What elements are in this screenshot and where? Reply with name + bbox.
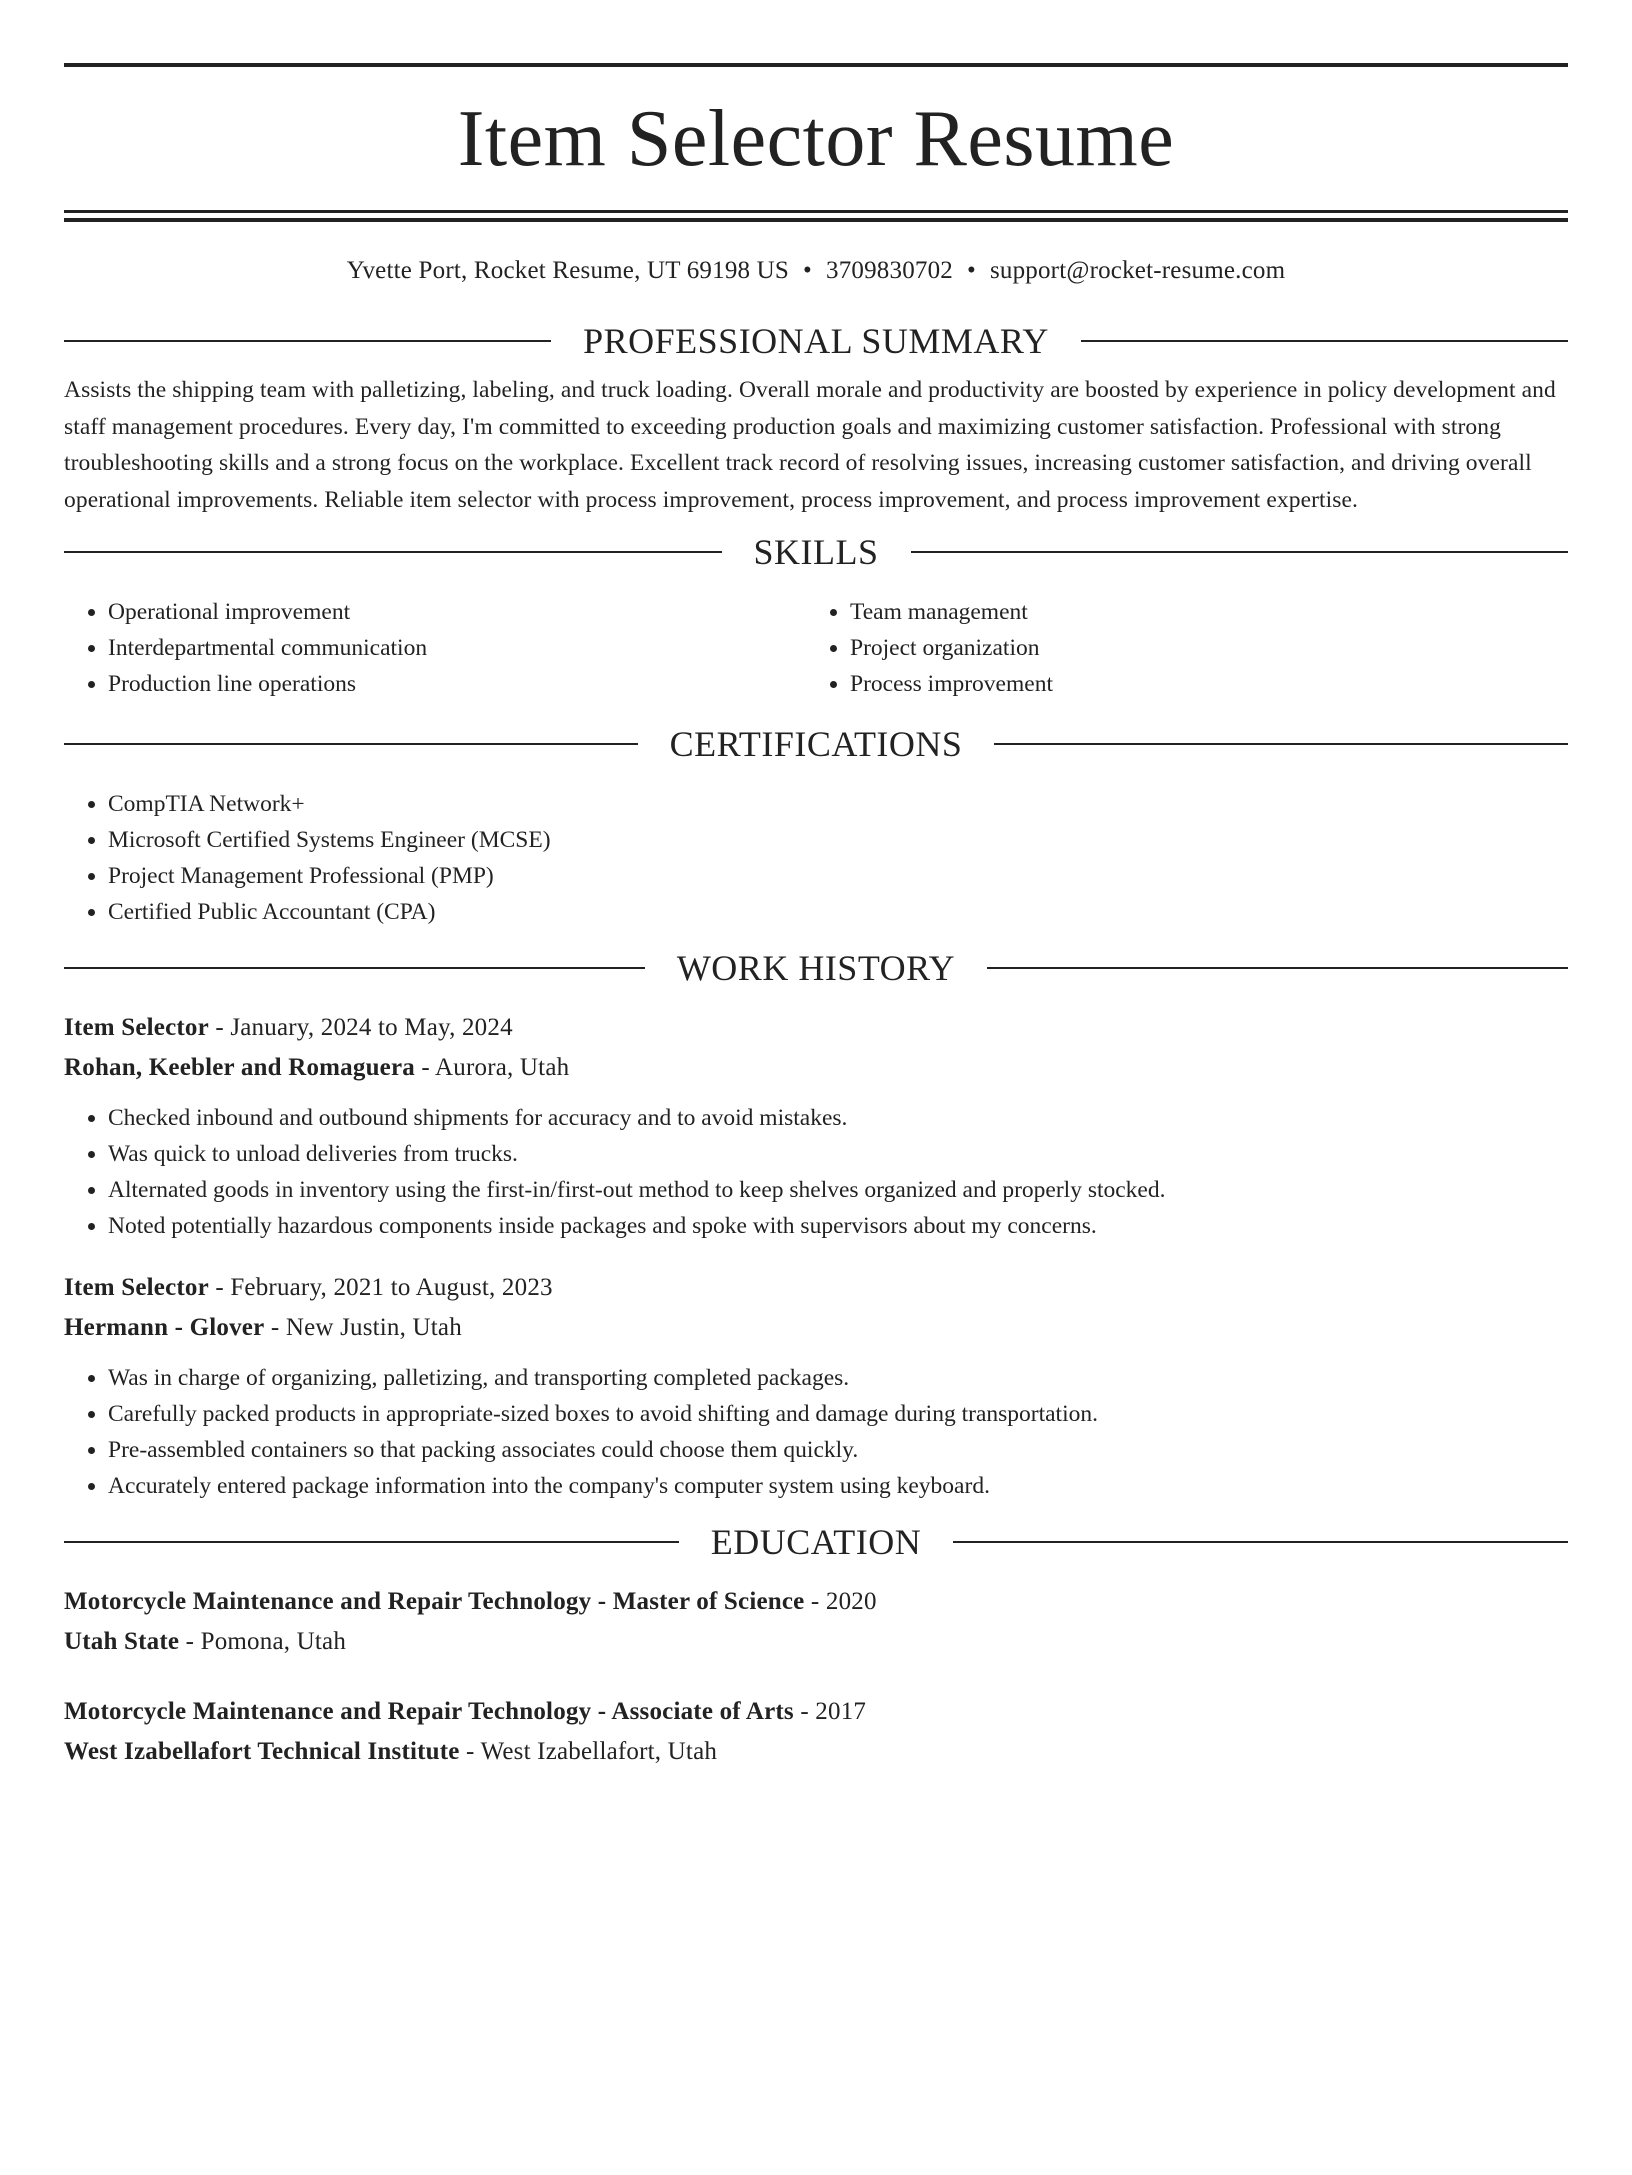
school-line — [64, 1732, 1568, 1772]
job-bullet: • Noted potentially hazardous components inside packages and spoke with supervisors about my concerns. — [108, 1208, 1568, 1244]
job-company: Rohan, Keebler and Romaguera — [64, 1054, 415, 1081]
section-title-work: WORK HISTORY — [676, 948, 956, 988]
degree-year: - 2020 — [804, 1588, 877, 1615]
education-entry — [64, 1582, 1568, 1662]
heading-rule-left — [64, 743, 638, 745]
school-location: - Pomona, Utah — [179, 1628, 347, 1655]
degree-year: - 2017 — [793, 1698, 867, 1725]
section-heading-certifications — [64, 722, 1568, 766]
heading-rule-left — [64, 1541, 679, 1543]
job-company: Hermann - Glover — [64, 1314, 265, 1341]
certification-item: • Microsoft Certified Systems Engineer (MCSE) — [108, 822, 1568, 858]
section-title-certifications: CERTIFICATIONS — [669, 724, 963, 764]
section-heading-work — [64, 946, 1568, 990]
job-dates: - January, 2024 to May, 2024 — [208, 1014, 513, 1041]
section-heading-education — [64, 1520, 1568, 1564]
school-location: - West Izabellafort, Utah — [459, 1738, 718, 1765]
job-bullet: • Accurately entered package information into the company's computer system using keyboard. — [108, 1468, 1568, 1504]
school-line — [64, 1622, 1568, 1662]
work-entry — [64, 1008, 1568, 1244]
job-title: Item Selector — [64, 1274, 209, 1301]
job-title: Item Selector — [64, 1014, 209, 1041]
skills-columns — [64, 594, 1568, 702]
section-heading-summary — [64, 319, 1568, 363]
skill-item: • Interdepartmental communication — [108, 630, 806, 666]
heading-rule-right — [953, 1541, 1568, 1543]
job-bullet: • Was in charge of organizing, palletizing, and transporting completed packages. — [108, 1360, 1568, 1396]
section-title-education: EDUCATION — [710, 1522, 922, 1562]
contact-separator: • — [803, 257, 812, 284]
job-dates: - February, 2021 to August, 2023 — [208, 1274, 553, 1301]
heading-rule-right — [987, 967, 1568, 969]
job-bullets — [64, 1360, 1568, 1504]
skill-item: • Team management — [850, 594, 1548, 630]
summary-text: Assists the shipping team with palletizing, labeling, and truck loading. Overall morale and productivity are boosted by experience in policy development and staff management procedures. Every day, I'm committed to exceeding production goals and maximizing customer satisfaction. Professional with strong troubleshooting skills and a strong focus on the workplace. Excellent track record of resolving issues, increasing customer satisfaction, and driving overall operational improvements. Reliable item selector with process improvement, process improvement, and process improvement expertise. — [64, 377, 1556, 513]
heading-rule-right — [994, 743, 1568, 745]
skill-item: • Production line operations — [108, 666, 806, 702]
heading-rule-left — [64, 967, 645, 969]
contact-line — [64, 256, 1568, 286]
degree-line — [64, 1692, 1568, 1732]
resume-title: Item Selector Resume — [457, 95, 1175, 183]
section-title-summary: PROFESSIONAL SUMMARY — [583, 321, 1049, 361]
education-entry — [64, 1692, 1568, 1772]
job-bullets — [64, 1100, 1568, 1244]
school-name: Utah State — [64, 1628, 180, 1655]
work-entry — [64, 1268, 1568, 1504]
job-bullet: • Checked inbound and outbound shipments for accuracy and to avoid mistakes. — [108, 1100, 1568, 1136]
skill-item: • Project organization — [850, 630, 1548, 666]
job-location: - New Justin, Utah — [264, 1314, 462, 1341]
certification-item: • CompTIA Network+ — [108, 786, 1568, 822]
skill-item: • Process improvement — [850, 666, 1548, 702]
degree-name: Motorcycle Maintenance and Repair Technology - Master of Science — [64, 1588, 805, 1615]
skills-list-right — [806, 594, 1548, 702]
job-company-line — [64, 1048, 1568, 1088]
top-rule — [64, 63, 1568, 67]
certification-item: • Project Management Professional (PMP) — [108, 858, 1568, 894]
heading-rule-right — [1081, 340, 1568, 342]
skill-item: • Operational improvement — [108, 594, 806, 630]
heading-rule-left — [64, 551, 722, 553]
job-bullet: • Pre-assembled containers so that packing associates could choose them quickly. — [108, 1432, 1568, 1468]
resume-page — [0, 63, 1632, 2175]
school-name: West Izabellafort Technical Institute — [64, 1738, 460, 1765]
job-company-line — [64, 1308, 1568, 1348]
section-heading-skills — [64, 530, 1568, 574]
skills-list-left — [64, 594, 806, 702]
contact-phone: 3709830702 — [826, 257, 953, 284]
contact-separator: • — [967, 257, 976, 284]
heading-rule-right — [911, 551, 1569, 553]
job-title-line — [64, 1268, 1568, 1308]
job-title-line — [64, 1008, 1568, 1048]
job-location: - Aurora, Utah — [414, 1054, 570, 1081]
title-double-rule — [64, 210, 1568, 222]
section-title-skills: SKILLS — [753, 532, 879, 572]
heading-rule-left — [64, 340, 551, 342]
degree-name: Motorcycle Maintenance and Repair Technology - Associate of Arts — [64, 1698, 794, 1725]
job-bullet: • Was quick to unload deliveries from trucks. — [108, 1136, 1568, 1172]
contact-email: support@rocket-resume.com — [989, 257, 1286, 284]
certification-item: • Certified Public Accountant (CPA) — [108, 894, 1568, 930]
contact-address: Yvette Port, Rocket Resume, UT 69198 US — [346, 257, 790, 284]
job-bullet: • Alternated goods in inventory using the first-in/first-out method to keep shelves organized and properly stocked. — [108, 1172, 1568, 1208]
job-bullet: • Carefully packed products in appropriate-sized boxes to avoid shifting and damage during transportation. — [108, 1396, 1568, 1432]
certifications-list — [64, 786, 1568, 930]
degree-line — [64, 1582, 1568, 1622]
